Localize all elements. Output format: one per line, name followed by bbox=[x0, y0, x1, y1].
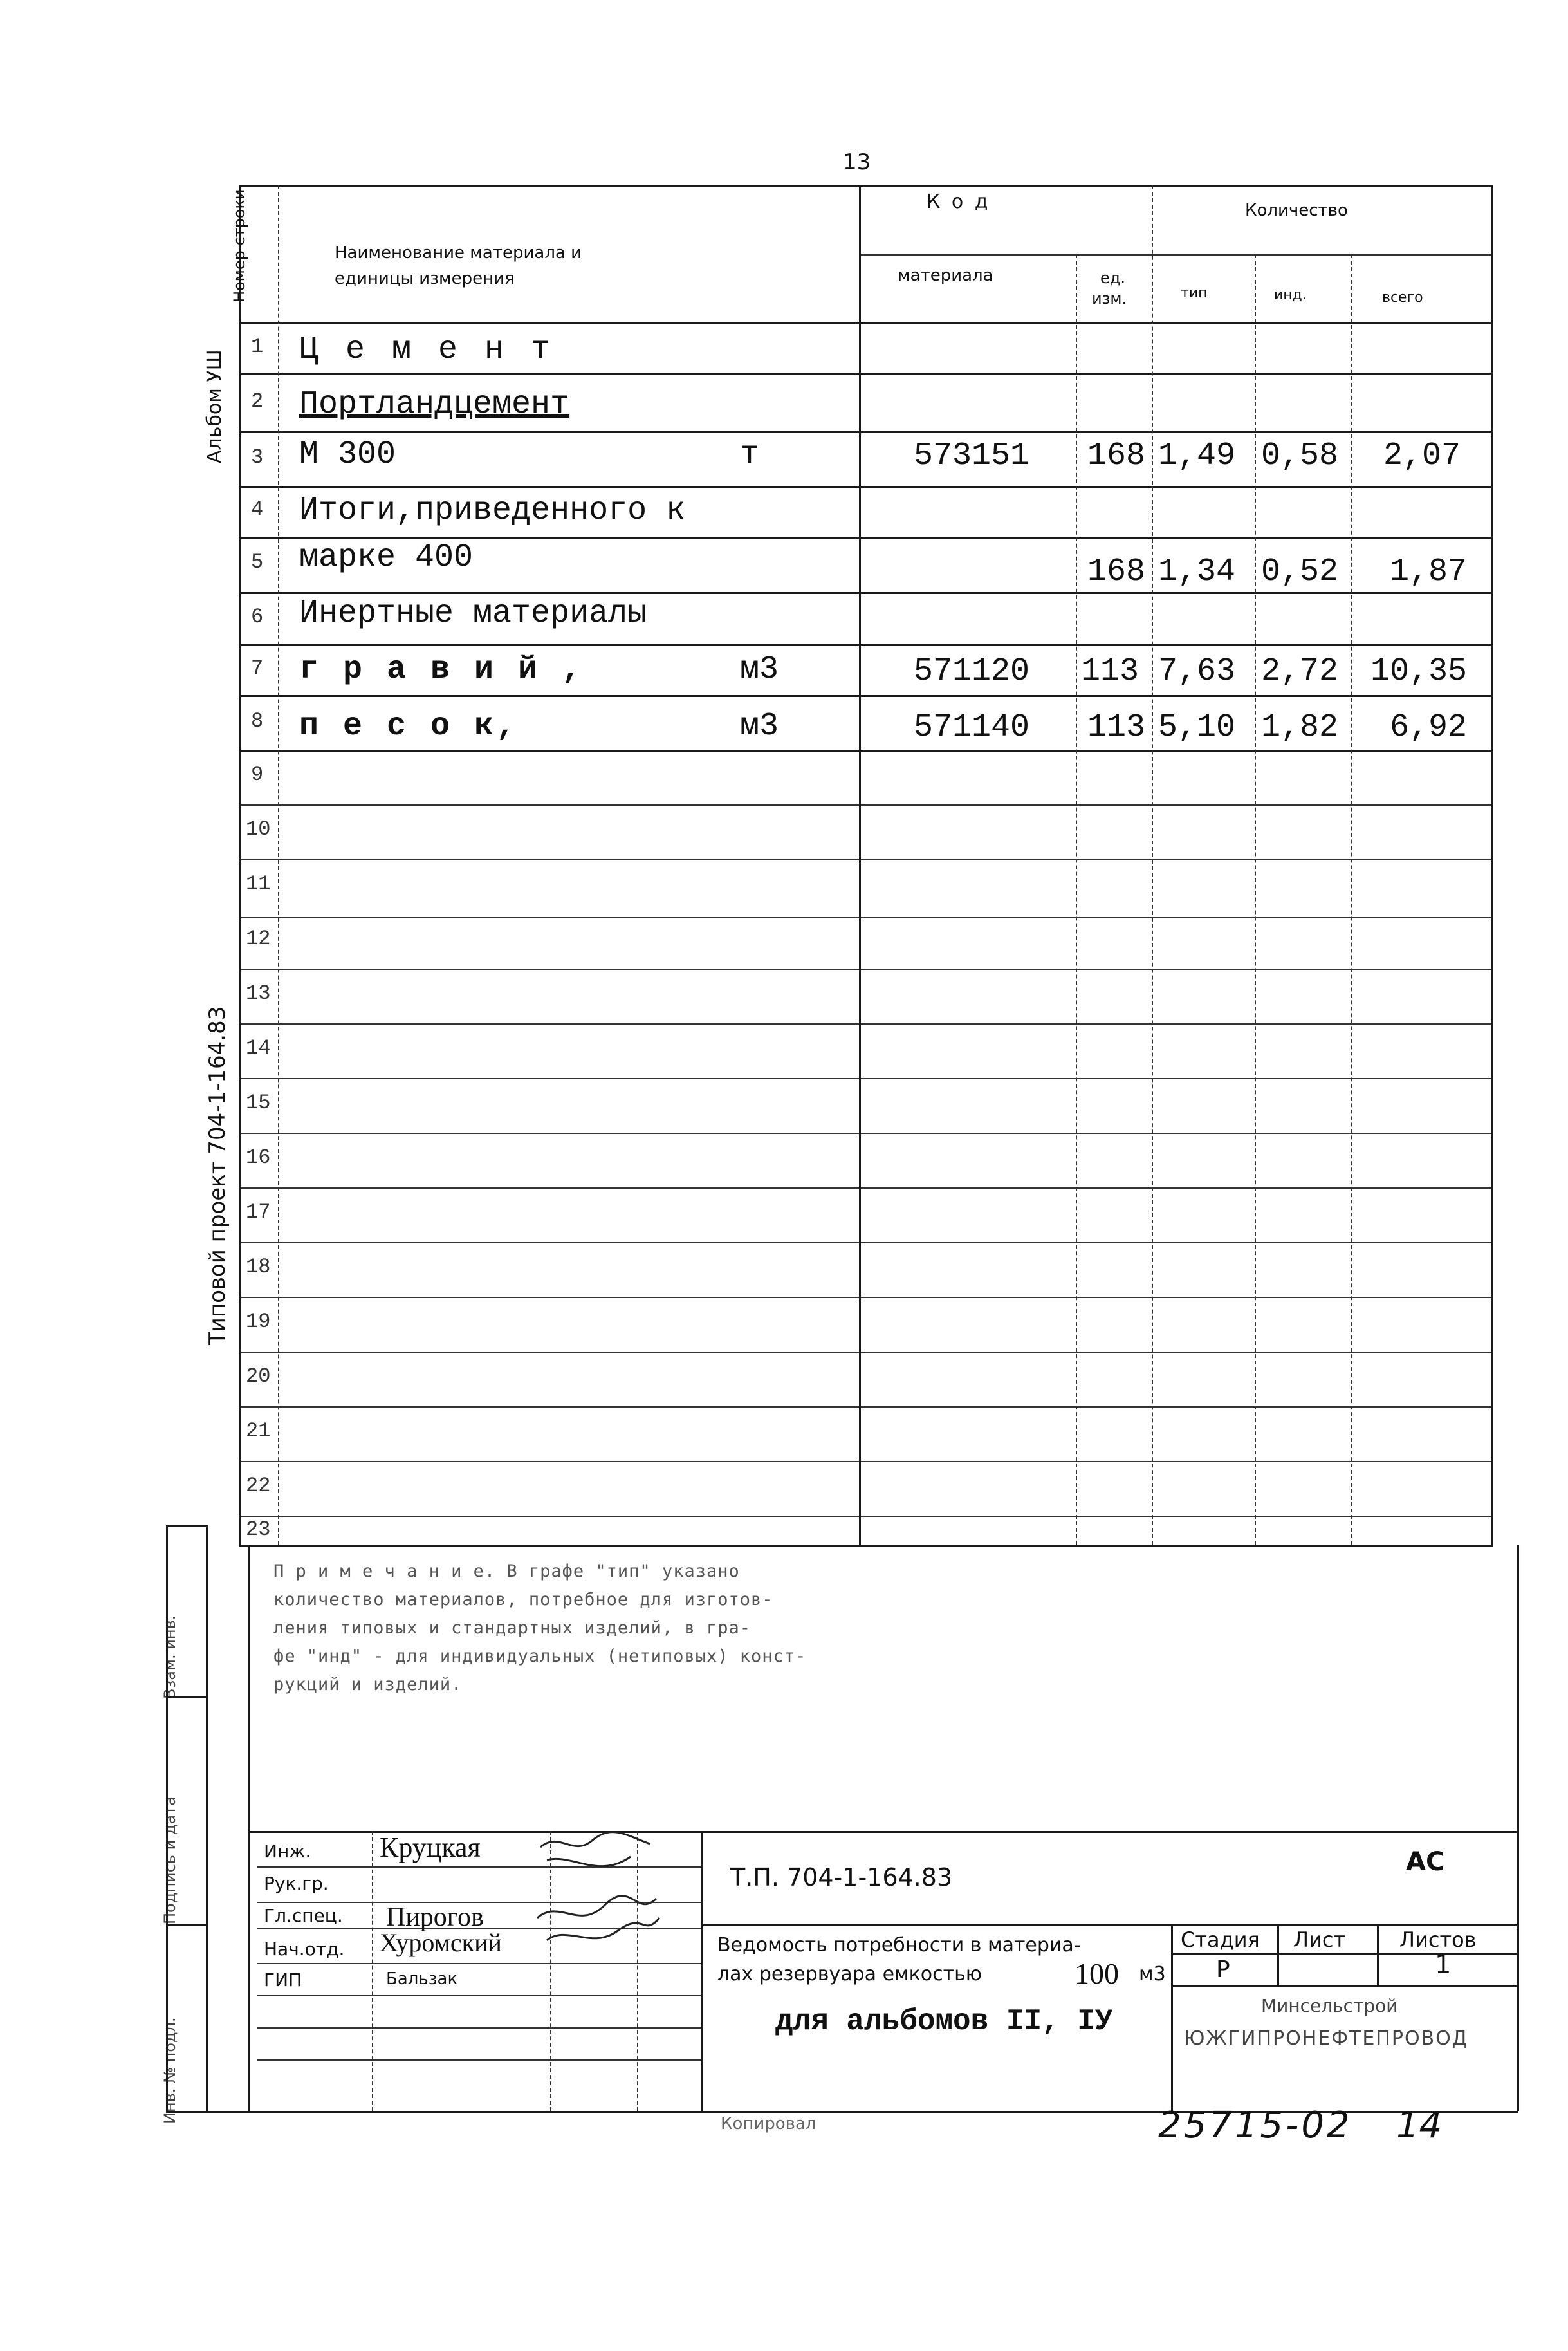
row-number: 8 bbox=[251, 709, 264, 733]
header-name-line1: Наименование материала и bbox=[335, 243, 582, 263]
row-number: 23 bbox=[246, 1518, 271, 1541]
cell-tip: 5,10 bbox=[1158, 709, 1236, 746]
cell-total: 1,87 bbox=[1390, 553, 1468, 590]
cell-unit-code: 168 bbox=[1087, 553, 1146, 590]
album-label: Альбом УШ bbox=[203, 349, 226, 463]
cell-code: 571120 bbox=[914, 653, 1030, 690]
row-number: 1 bbox=[251, 335, 264, 358]
sheet-number: 14 bbox=[1396, 2105, 1443, 2146]
cell-tip: 1,49 bbox=[1158, 438, 1236, 474]
cell-ind: 0,52 bbox=[1261, 553, 1339, 590]
title-line1: Ведомость потребности в материа- bbox=[717, 1934, 1081, 1956]
role-group-head: Рук.гр. bbox=[264, 1873, 329, 1894]
stamp-sign-label: Подпись и дата bbox=[161, 1796, 179, 1924]
cell-name: Инертные материалы bbox=[299, 595, 647, 632]
note-line: фе "инд" - для индивидуальных (нетиповых) конст- bbox=[273, 1646, 807, 1666]
cell-ind: 1,82 bbox=[1261, 709, 1339, 746]
cell-tip: 7,63 bbox=[1158, 653, 1236, 690]
header-name-line2: единицы измерения bbox=[335, 269, 515, 288]
row-number: 4 bbox=[251, 497, 264, 521]
row-number: 18 bbox=[246, 1255, 271, 1279]
name-dept-head: Хуромский bbox=[380, 1928, 502, 1957]
name-chief-spec: Пирогов bbox=[386, 1902, 484, 1932]
cell-name: Портландцемент bbox=[299, 386, 570, 423]
role-engineer: Инж. bbox=[264, 1841, 311, 1862]
cell-code: 573151 bbox=[914, 438, 1030, 474]
row-number: 17 bbox=[246, 1200, 271, 1224]
cell-total: 2,07 bbox=[1383, 438, 1461, 474]
role-dept-head: Нач.отд. bbox=[264, 1938, 345, 1960]
document-mark: АС bbox=[1406, 1847, 1445, 1877]
title-capacity-unit: м3 bbox=[1139, 1963, 1166, 1985]
note-line: количество материалов, потребное для изготов- bbox=[273, 1590, 773, 1610]
cell-code: 571140 bbox=[914, 709, 1030, 746]
name-gip: Бальзак bbox=[386, 1969, 458, 1989]
note-line: П р и м е ч а н и е. В графе "тип" указано bbox=[273, 1561, 740, 1581]
note-line: рукций и изделий. bbox=[273, 1675, 463, 1695]
stamp-inv-label: Инв. № подл. bbox=[161, 2017, 179, 2124]
role-chief-spec: Гл.спец. bbox=[264, 1905, 343, 1926]
note-line: ления типовых и стандартных изделий, в гра- bbox=[273, 1618, 751, 1638]
signatures-graphic bbox=[534, 1828, 663, 1976]
row-number: 19 bbox=[246, 1310, 271, 1333]
header-unit-line1: ед. bbox=[1100, 269, 1125, 287]
cell-total: 10,35 bbox=[1370, 653, 1468, 690]
row-number: 13 bbox=[246, 981, 271, 1005]
cell-unit-code: 113 bbox=[1081, 653, 1139, 690]
sheets-value: 1 bbox=[1435, 1950, 1452, 1980]
header-unit-line2: изм. bbox=[1092, 290, 1127, 308]
title-line2: лах резервуара емкостью bbox=[717, 1963, 982, 1985]
org-line2: ЮЖГИПРОНЕФТЕПРОВОД bbox=[1184, 2027, 1469, 2050]
stage-value: Р bbox=[1216, 1956, 1230, 1983]
cell-unit-code: 113 bbox=[1087, 709, 1146, 746]
org-line1: Минсельстрой bbox=[1261, 1995, 1398, 2016]
row-number: 20 bbox=[246, 1364, 271, 1388]
stamp-replace-label: Взам. инв. bbox=[161, 1615, 179, 1699]
header-row-number: Номер строки bbox=[230, 189, 248, 302]
cell-name: Ц е м е н т bbox=[299, 331, 555, 368]
table-note bbox=[273, 1557, 806, 1699]
title-capacity: 100 bbox=[1075, 1957, 1119, 1990]
stage-label: Стадия bbox=[1181, 1928, 1260, 1952]
header-tip: тип bbox=[1181, 285, 1208, 301]
cell-unit-code: 168 bbox=[1087, 438, 1146, 474]
cell-name: п е с о к, bbox=[299, 708, 519, 745]
row-number: 12 bbox=[246, 927, 271, 951]
row-number: 9 bbox=[251, 763, 264, 786]
role-gip: ГИП bbox=[264, 1969, 302, 1991]
row-number: 21 bbox=[246, 1419, 271, 1443]
cell-name: Итоги,приведенного к bbox=[299, 492, 686, 529]
cell-total: 6,92 bbox=[1390, 709, 1468, 746]
sheets-label: Листов bbox=[1399, 1928, 1477, 1952]
title-line3: для альбомов II, IУ bbox=[775, 2005, 1113, 2038]
row-number: 2 bbox=[251, 389, 264, 413]
sheet-label: Лист bbox=[1293, 1928, 1346, 1952]
header-code: К о д bbox=[927, 190, 991, 213]
cell-unit: т bbox=[740, 436, 760, 473]
row-number: 16 bbox=[246, 1146, 271, 1169]
cell-name: г р а в и й , bbox=[299, 651, 584, 688]
cell-name: М 300 bbox=[299, 436, 396, 473]
cell-ind: 2,72 bbox=[1261, 653, 1339, 690]
header-material: материала bbox=[898, 266, 993, 285]
page-number: 13 bbox=[843, 149, 871, 175]
cell-name: марке 400 bbox=[299, 539, 474, 576]
copied-label: Копировал bbox=[721, 2114, 816, 2133]
row-number: 5 bbox=[251, 550, 264, 574]
row-number: 7 bbox=[251, 656, 264, 680]
cell-unit: м3 bbox=[740, 651, 779, 688]
row-number: 11 bbox=[246, 872, 271, 896]
row-number: 15 bbox=[246, 1091, 271, 1115]
header-quantity: Количество bbox=[1245, 201, 1348, 220]
row-number: 14 bbox=[246, 1036, 271, 1060]
header-ind: инд. bbox=[1274, 287, 1307, 303]
row-number: 10 bbox=[246, 817, 271, 841]
cell-unit: м3 bbox=[740, 708, 779, 745]
cell-ind: 0,58 bbox=[1261, 438, 1339, 474]
project-label: Типовой проект 704-1-164.83 bbox=[205, 1006, 230, 1345]
inventory-number: 25715-02 bbox=[1158, 2105, 1352, 2146]
row-number: 6 bbox=[251, 605, 264, 629]
row-number: 22 bbox=[246, 1474, 271, 1498]
header-total: всего bbox=[1382, 290, 1423, 306]
row-number: 3 bbox=[251, 445, 264, 469]
document-code: Т.П. 704-1-164.83 bbox=[730, 1863, 953, 1891]
name-engineer: Круцкая bbox=[380, 1832, 481, 1863]
cell-tip: 1,34 bbox=[1158, 553, 1236, 590]
